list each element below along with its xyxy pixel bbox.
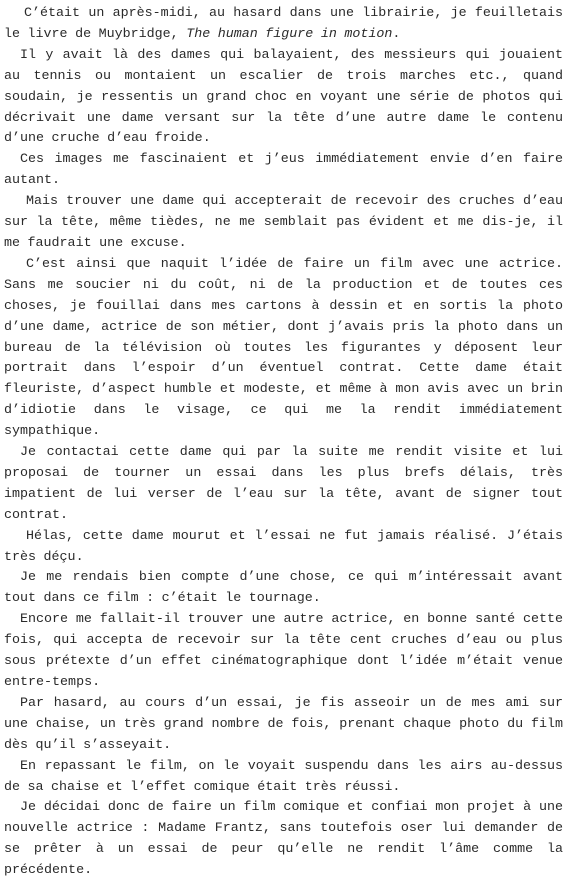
paragraph-9: Encore me fallait-il trouver une autre actrice, en bonne santé cette fois, qui accepta de recevoir sur la tête cent cruches d’eau ou plus sous prétexte d’un effet cinématographique dont l’idée m’était venue entre-temps. [4, 612, 563, 690]
paragraph-5: C’est ainsi que naquit l’idée de faire un film avec une actrice. Sans me soucier ni du coût, ni de la production et de toutes ces choses, je fouillai dans mes cartons à dessin et en sortis la photo d’une dame, actrice de son métier, dont j’avais pris la photo dans un bureau de la télévision où toutes les figurantes y déposent leur portrait dans l’espoir d’un éventuel contrat. Cette dame était fleuriste, d’aspect humble et modeste, et même à mon avis avec un brin d’idiotie dans le visage, ce qui me la rendit immédiatement sympathique. [4, 256, 563, 440]
paragraph-2: Il y avait là des dames qui balayaient, des messieurs qui jouaient au tennis ou montaient un escalier de trois marches etc., quand soudain, je ressentis un grand choc en voyant une série de photos qui décrivait une dame versant sur la tête d’une autre dame le contenu d’une cruche d’eau froide. [4, 47, 563, 147]
paragraph-3: Ces images me fascinaient et j’eus immédiatement envie d’en faire autant. [4, 152, 563, 189]
paragraph-1-text: C’était un après-midi, au hasard dans une librairie, je feuilletais le livre de Muybridge, [4, 6, 563, 42]
book-title: The human figure in motion [186, 26, 393, 42]
paragraph-11: En repassant le film, on le voyait suspendu dans les airs au-dessus de sa chaise et l’effet comique était très réussi. [4, 758, 563, 795]
paragraph-8: Je me rendais bien compte d’une chose, ce qui m’intéressait avant tout dans ce film : c’était le tournage. [4, 570, 563, 607]
paragraph-6: Je contactai cette dame qui par la suite me rendit visite et lui proposai de tourner un essai dans les plus brefs délais, très impatient de lui verser de l’eau sur la tête, avant de signer tout contrat. [4, 445, 563, 523]
paragraph-4: Mais trouver une dame qui accepterait de recevoir des cruches d’eau sur la tête, même tièdes, ne me semblait pas évident et me dis-je, il me faudrait une excuse. [4, 194, 563, 251]
paragraph-10: Par hasard, au cours d’un essai, je fis asseoir un de mes ami sur une chaise, un très grand nombre de fois, prenant chaque photo du film dès qu’il s’asseyait. [4, 695, 563, 753]
paragraph-7: Hélas, cette dame mourut et l’essai ne fut jamais réalisé. J’étais très déçu. [4, 528, 563, 565]
paragraph-1 [4, 4, 563, 46]
paragraph-12: Je décidai donc de faire un film comique et confiai mon projet à une nouvelle actrice : Madame Frantz, sans toutefois oser lui demander de se prêter à un essai de peur qu’elle ne rendit l’âme comme la précédente. [4, 800, 563, 879]
paragraph-1-end: . [392, 26, 401, 42]
